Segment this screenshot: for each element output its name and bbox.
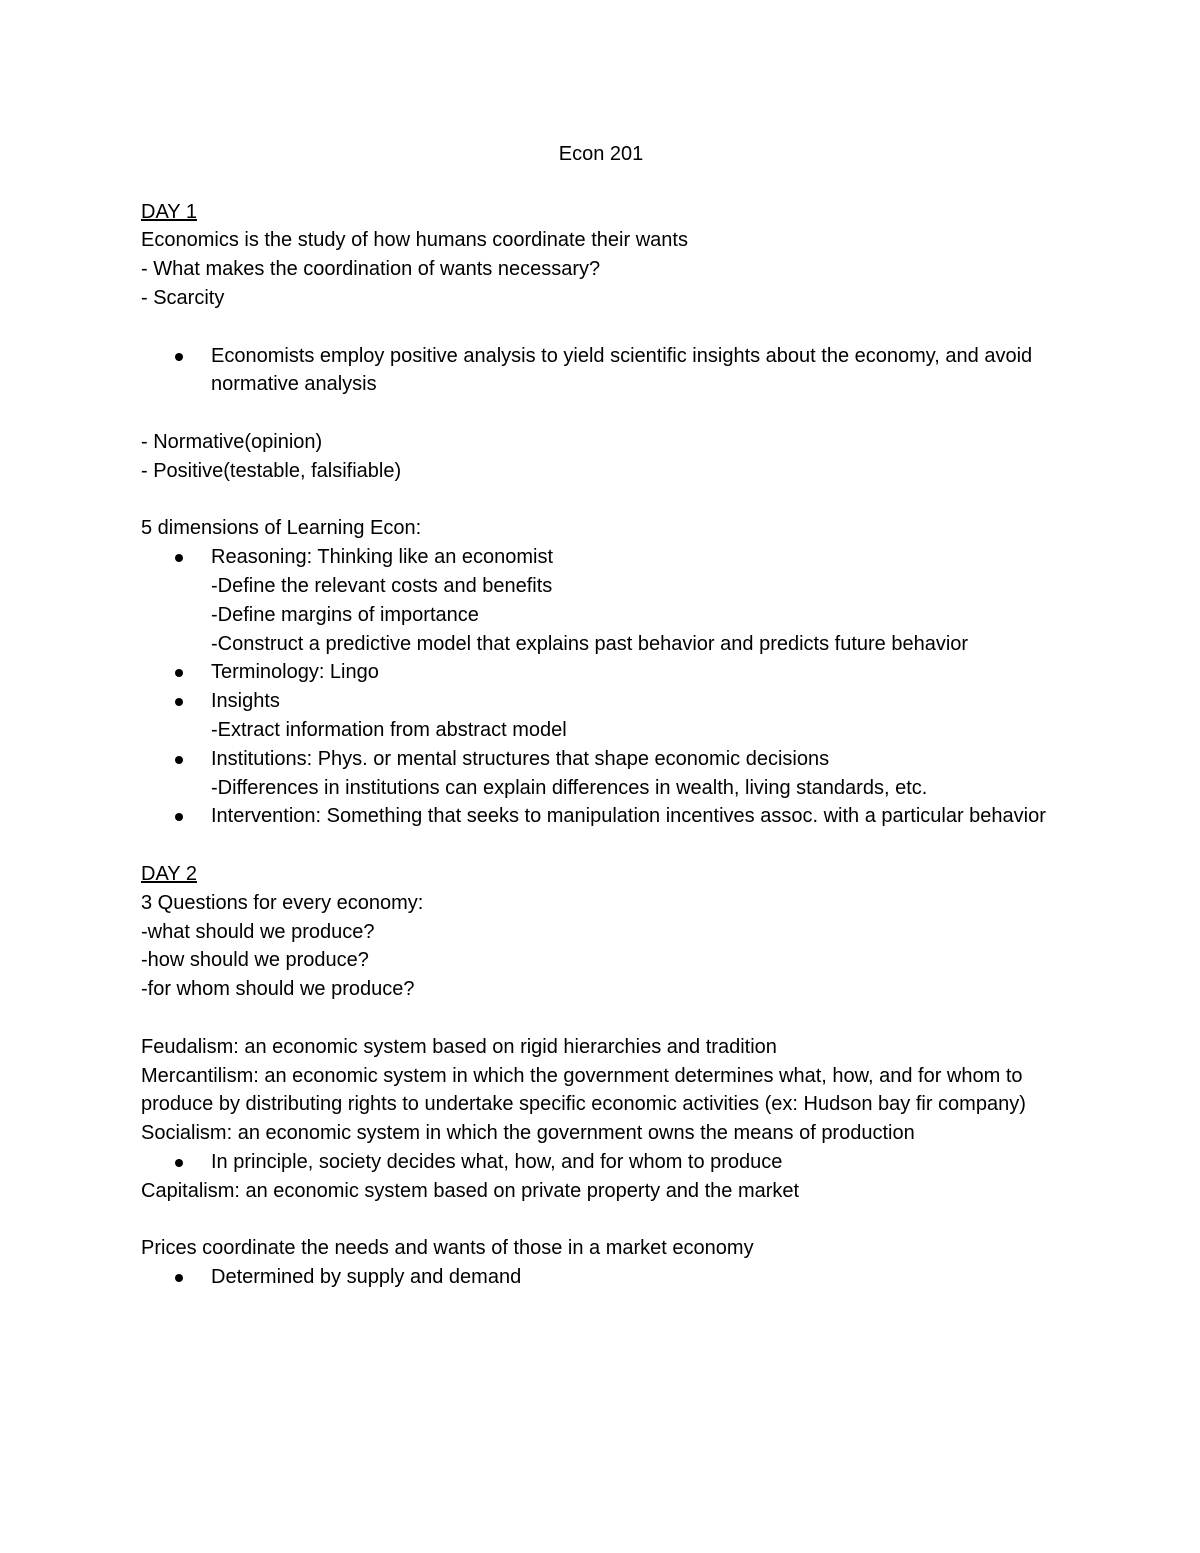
sub-item: -Extract information from abstract model (211, 718, 567, 741)
bullet-item (141, 687, 1061, 716)
spacer (141, 169, 1061, 198)
page-title: Econ 201 (558, 143, 644, 165)
bullet-text: Institutions: Phys. or mental structures that shape economic decisions (211, 747, 830, 770)
bullet-icon (175, 698, 183, 706)
sub-item: -Differences in institutions can explain differences in wealth, living standards, etc. (211, 776, 928, 799)
bullet-text: In principle, society decides what, how, and for whom to produce (211, 1150, 783, 1173)
bullet-icon (175, 756, 183, 764)
bullet-icon (175, 813, 183, 821)
day1-heading: DAY 1 (141, 200, 197, 223)
analysis-type-line: - Positive(testable, falsifiable) (141, 459, 402, 482)
day1-intro-line: Economics is the study of how humans coordinate their wants (141, 229, 688, 252)
question-line: -for whom should we produce? (141, 978, 415, 1001)
bullet-text: Reasoning: Thinking like an economist (211, 546, 554, 569)
definition-mercantilism: Mercantilism: an economic system in which the government determines what, how, and for whom to produce by distributing rights to undertake specific economic activities (ex: Hudson bay fir company) (141, 1064, 1026, 1116)
bullet-text: Intervention: Something that seeks to manipulation incentives assoc. with a particular behavior (211, 805, 1046, 828)
definition-socialism: Socialism: an economic system in which the government owns the means of production (141, 1122, 915, 1145)
bullet-icon (175, 554, 183, 562)
bullet-text: Economists employ positive analysis to yield scientific insights about the economy, and avoid normative analysis (211, 344, 1033, 396)
bullet-item (141, 658, 1061, 687)
day1-intro-line: - Scarcity (141, 286, 225, 309)
bullet-text: Determined by supply and demand (211, 1266, 522, 1289)
bullet-item (141, 342, 1061, 400)
spacer (141, 486, 1061, 515)
bullet-text: Terminology: Lingo (211, 661, 379, 684)
spacer (141, 313, 1061, 342)
analysis-type-line: - Normative(opinion) (141, 430, 323, 453)
bullet-item (141, 802, 1061, 831)
spacer (141, 1205, 1061, 1234)
day1-intro-line: - What makes the coordination of wants necessary? (141, 258, 601, 281)
spacer (141, 831, 1061, 860)
questions-heading: 3 Questions for every economy: (141, 891, 424, 914)
bullet-item (141, 745, 1061, 774)
sub-item: -Define the relevant costs and benefits (211, 574, 553, 597)
day2-heading: DAY 2 (141, 862, 197, 885)
bullet-icon (175, 669, 183, 677)
spacer (141, 1004, 1061, 1033)
bullet-text: Insights (211, 690, 280, 713)
document-body (141, 140, 1061, 1292)
sub-item: -Construct a predictive model that explains past behavior and predicts future behavior (211, 632, 969, 655)
bullet-item (141, 543, 1061, 572)
bullet-item (141, 1148, 1061, 1177)
dimensions-heading: 5 dimensions of Learning Econ: (141, 517, 422, 540)
definition-capitalism: Capitalism: an economic system based on private property and the market (141, 1179, 800, 1202)
bullet-icon (175, 353, 183, 361)
prices-line: Prices coordinate the needs and wants of those in a market economy (141, 1237, 754, 1260)
bullet-item (141, 1263, 1061, 1292)
sub-item: -Define margins of importance (211, 603, 479, 626)
bullet-icon (175, 1274, 183, 1282)
spacer (141, 399, 1061, 428)
bullet-icon (175, 1159, 183, 1167)
question-line: -how should we produce? (141, 949, 369, 972)
definition-feudalism: Feudalism: an economic system based on rigid hierarchies and tradition (141, 1035, 777, 1058)
question-line: -what should we produce? (141, 920, 375, 943)
